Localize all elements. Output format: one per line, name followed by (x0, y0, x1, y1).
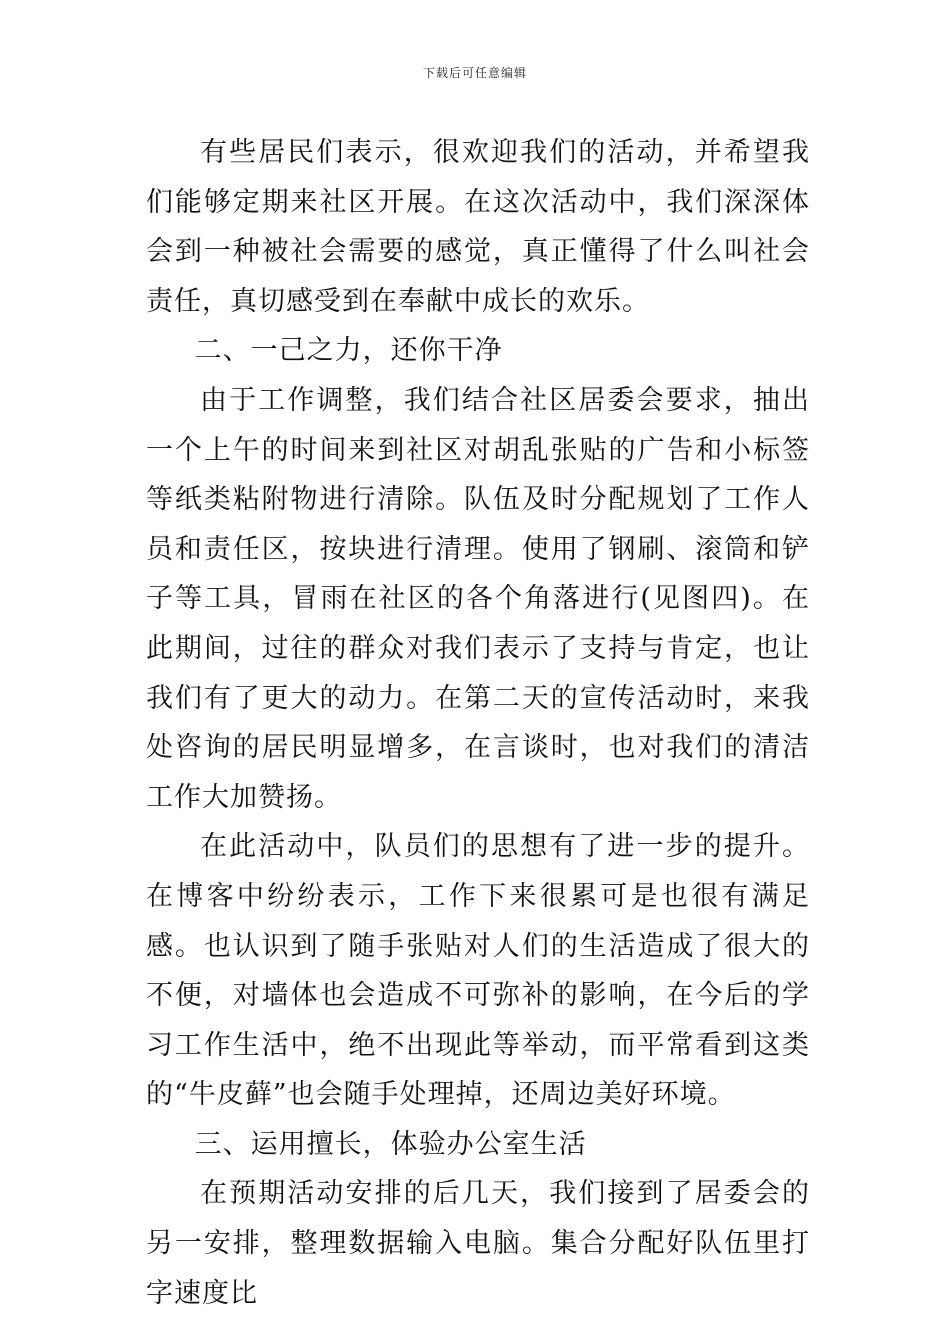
paragraph-cleanup-activity: 由于工作调整，我们结合社区居委会要求，抽出一个上午的时间来到社区对胡乱张贴的广告和小标签等纸类粘附物进行清除。队伍及时分配规划了工作人员和责任区，按块进行清理。使用了钢刷、滚筒和铲子等工具，冒雨在社区的各个角落进行(见图四)。在此期间，过往的群众对我们表示了支持与肯定，也让我们有了更大的动力。在第二天的宣传活动时，来我处咨询的居民明显增多，在言谈时，也对我们的清洁工作大加赞扬。 (146, 384, 810, 813)
paragraph-office-work: 在预期活动安排的后几天，我们接到了居委会的另一安排，整理数据输入电脑。集合分配好队伍里打字速度比 (146, 1178, 810, 1309)
document-body (146, 128, 810, 1318)
section-heading-two: 二、一己之力，还你干净 (194, 335, 503, 367)
header-note: 下载后可任意编辑 (422, 66, 527, 80)
section-heading-three: 三、运用擅长，体验办公室生活 (194, 1128, 587, 1160)
paragraph-residents-feedback: 有些居民们表示，很欢迎我们的活动，并希望我们能够定期来社区开展。在这次活动中，我们深深体会到一种被社会需要的感觉，真正懂得了什么叫社会责任，真切感受到在奉献中成长的欢乐。 (146, 137, 810, 317)
paragraph-team-reflection: 在此活动中，队员们的思想有了进一步的提升。在博客中纷纷表示，工作下来很累可是也很有满足感。也认识到了随手张贴对人们的生活造成了很大的不便，对墙体也会造成不可弥补的影响，在今后的学习工作生活中，绝不出现此等举动，而平常看到这类的“牛皮藓”也会随手处理掉，还周边美好环境。 (146, 831, 810, 1111)
